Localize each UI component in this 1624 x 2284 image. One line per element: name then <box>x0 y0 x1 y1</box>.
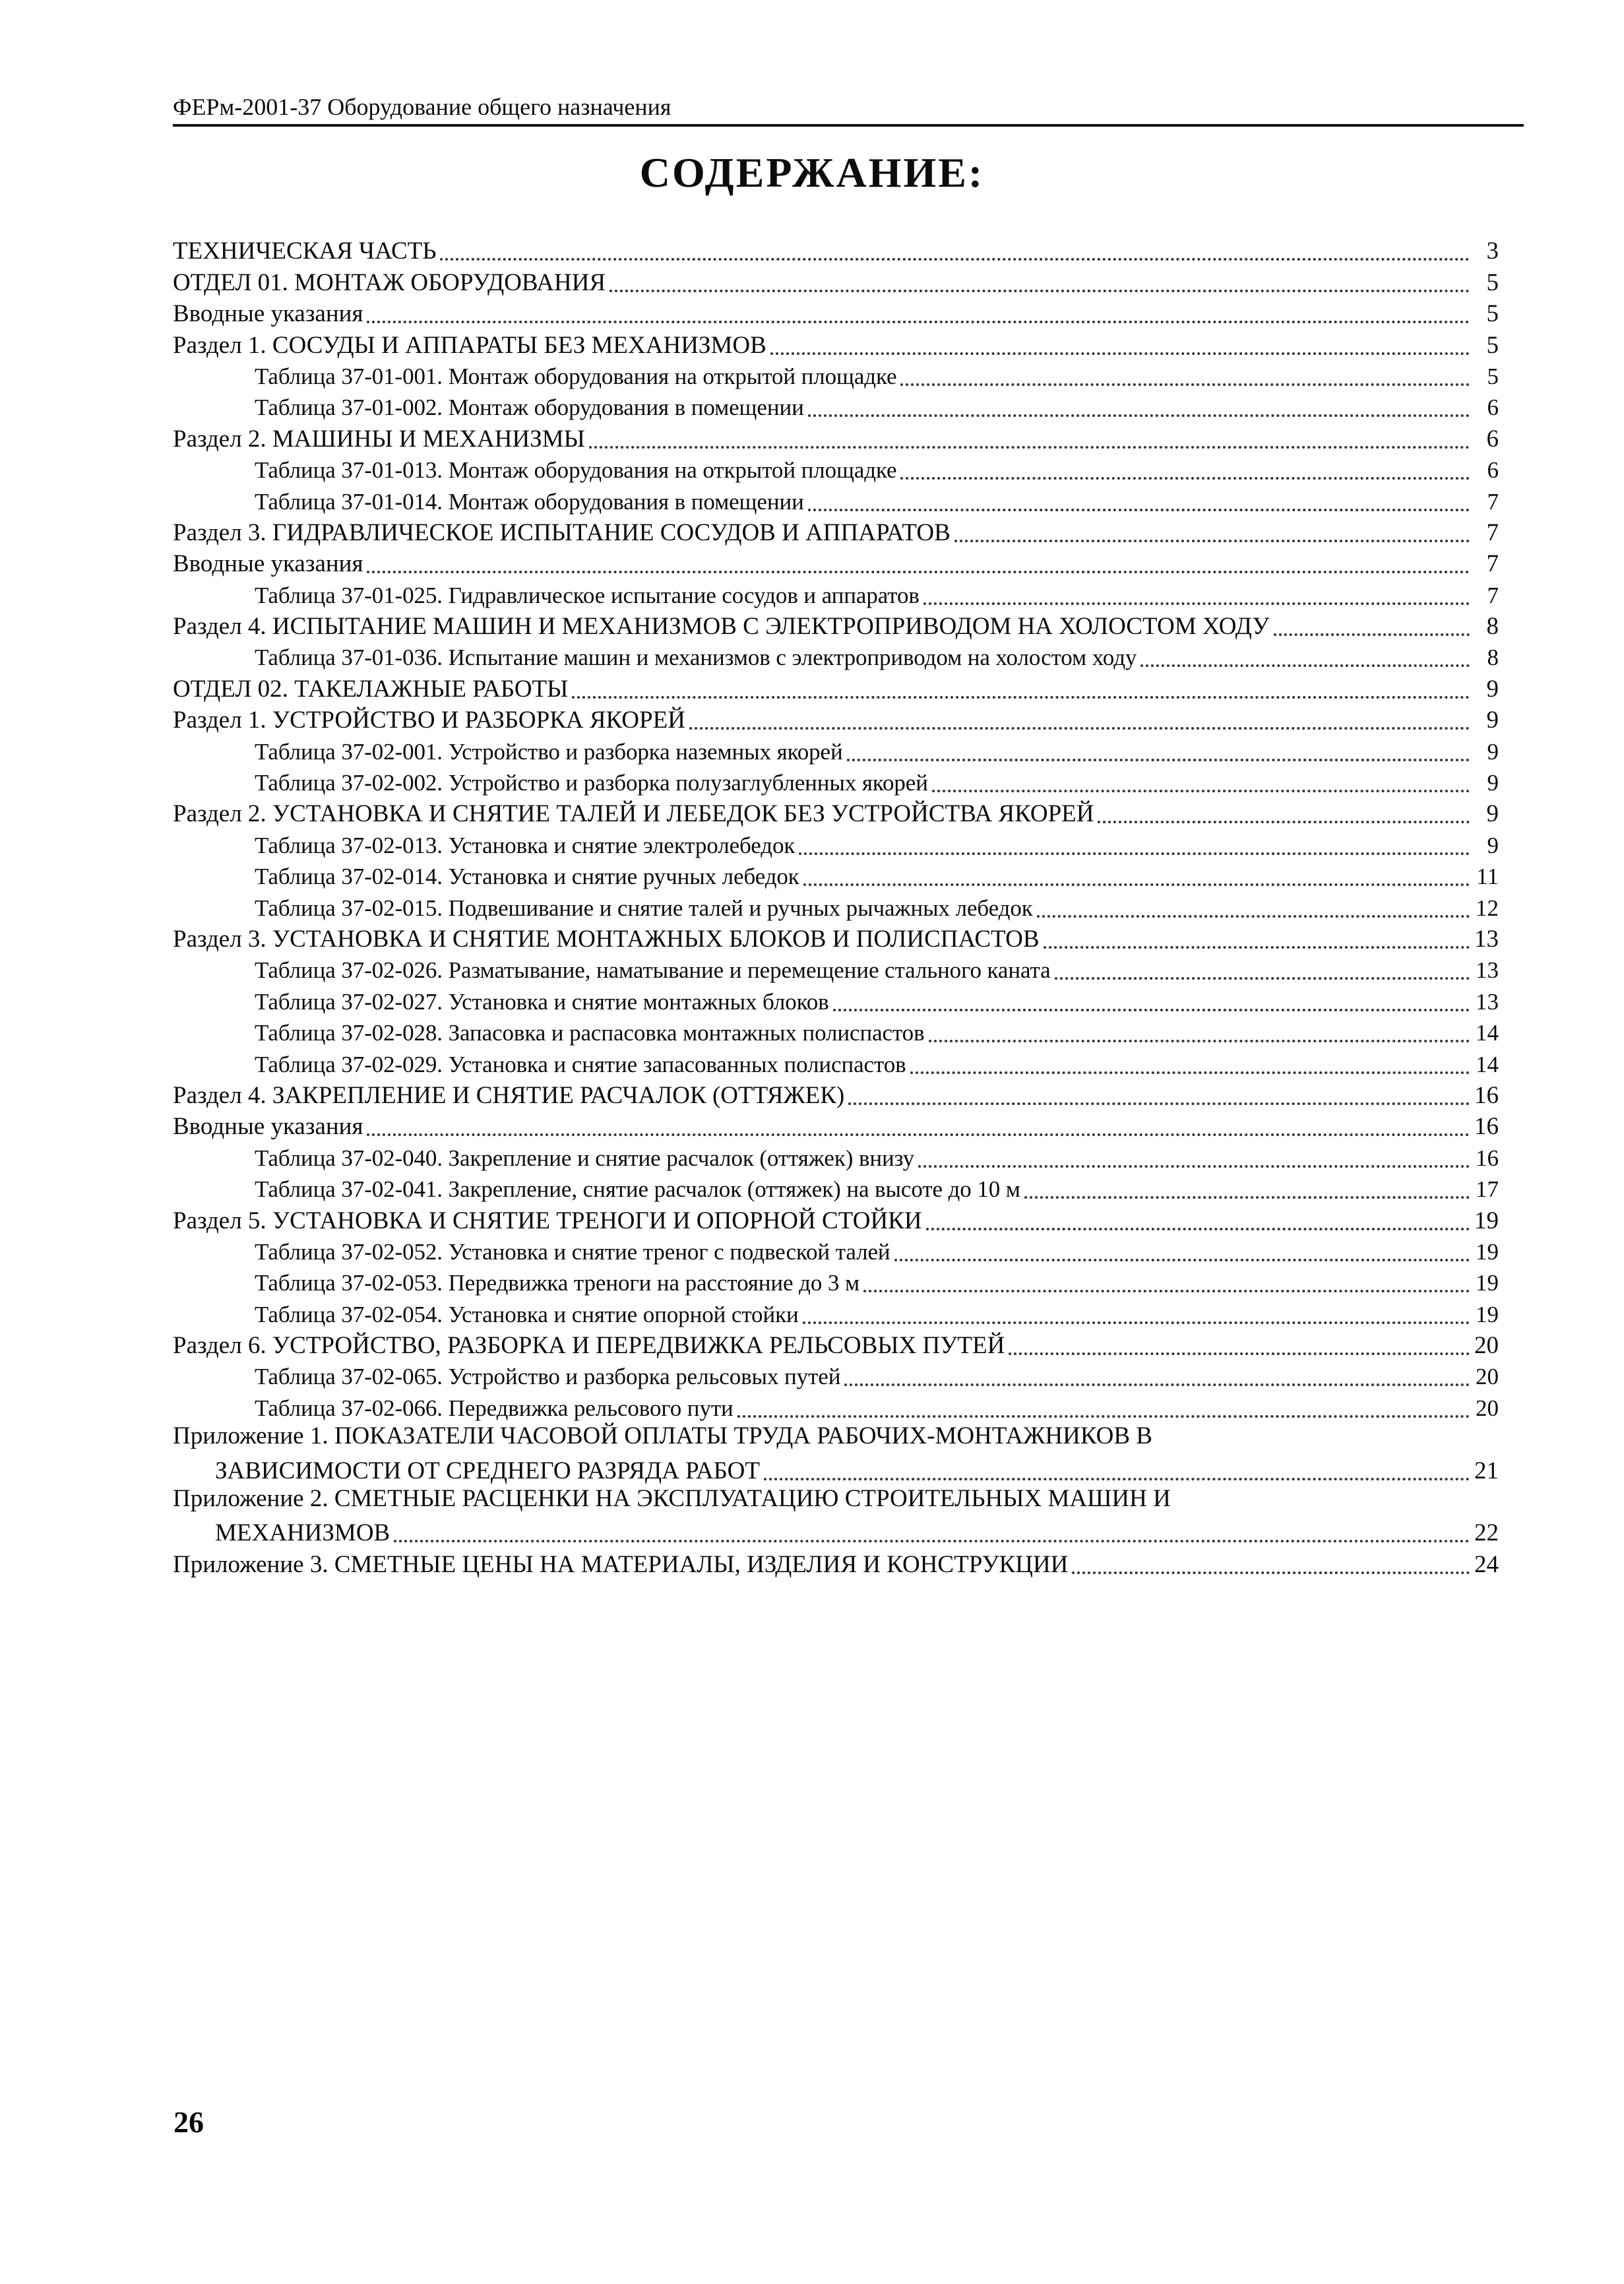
toc-entry-title: Вводные указания <box>173 550 363 578</box>
toc-entry[interactable] <box>173 734 1499 765</box>
dot-leader <box>848 1102 1470 1105</box>
dot-leader <box>1044 946 1470 949</box>
toc-page-number: 17 <box>1476 1176 1499 1203</box>
toc-page-number: 6 <box>1487 395 1499 421</box>
dot-leader <box>770 352 1470 355</box>
dot-leader <box>900 383 1470 386</box>
toc-entry[interactable] <box>173 641 1499 672</box>
toc-page-number: 9 <box>1487 832 1499 858</box>
appendix-entry[interactable] <box>173 1547 1499 1578</box>
toc-page-number: 7 <box>1487 582 1499 608</box>
dot-leader <box>394 1540 1470 1542</box>
toc-page-number: 19 <box>1474 1207 1499 1234</box>
toc-entry[interactable] <box>173 1329 1499 1360</box>
toc-entry-title: Раздел 6. УСТРОЙСТВО, РАЗБОРКА И ПЕРЕДВИЖКА РЕЛЬСОВЫХ ПУТЕЙ <box>173 1332 1005 1360</box>
table-of-contents <box>173 234 1499 1579</box>
toc-entry-title: ЗАВИСИМОСТИ ОТ СРЕДНЕГО РАЗРЯДА РАБОТ <box>215 1457 760 1484</box>
toc-entry[interactable] <box>173 1172 1499 1203</box>
toc-entry-title: Таблица 37-02-066. Передвижка рельсового пути <box>255 1395 734 1421</box>
toc-page-number: 9 <box>1487 770 1499 796</box>
toc-entry[interactable] <box>173 610 1499 641</box>
toc-entry-title: Таблица 37-01-036. Испытание машин и механизмов с электроприводом на холостом ходу <box>255 645 1137 671</box>
toc-page-number: 24 <box>1474 1550 1499 1578</box>
toc-entry-title: Таблица 37-02-026. Разматывание, наматывание и перемещение стального каната <box>255 957 1051 984</box>
toc-entry-title: Таблица 37-02-014. Установка и снятие ручных лебедок <box>255 864 799 890</box>
toc-page-number: 20 <box>1476 1364 1499 1390</box>
toc-entry-title: Вводные указания <box>173 300 363 328</box>
toc-entry[interactable] <box>173 1203 1499 1234</box>
toc-entry-title: Таблица 37-02-041. Закрепление, снятие расчалок (оттяжек) на высоте до 10 м <box>255 1176 1020 1203</box>
toc-entry[interactable] <box>173 234 1499 265</box>
dot-leader <box>923 602 1470 605</box>
toc-entry-title: ОТДЕЛ 01. МОНТАЖ ОБОРУДОВАНИЯ <box>173 269 606 296</box>
toc-entry-title: Раздел 2. УСТАНОВКА И СНЯТИЕ ТАЛЕЙ И ЛЕБЕДОК БЕЗ УСТРОЙСТВА ЯКОРЕЙ <box>173 800 1094 828</box>
toc-entry-title: МЕХАНИЗМОВ <box>215 1519 390 1547</box>
toc-entry[interactable] <box>173 891 1499 922</box>
toc-entry[interactable] <box>173 828 1499 859</box>
dot-leader <box>926 1228 1470 1230</box>
toc-page-number: 19 <box>1476 1301 1499 1327</box>
dot-leader <box>440 258 1470 261</box>
dot-leader <box>932 790 1470 792</box>
toc-entry[interactable] <box>173 422 1499 453</box>
dot-leader <box>844 1383 1470 1386</box>
dot-leader <box>1037 915 1470 918</box>
toc-page-number: 9 <box>1486 675 1499 703</box>
toc-entry[interactable] <box>173 953 1499 984</box>
dot-leader <box>808 509 1470 511</box>
toc-entry-title: Раздел 1. УСТРОЙСТВО И РАЗБОРКА ЯКОРЕЙ <box>173 707 685 734</box>
dot-leader <box>609 290 1470 292</box>
toc-entry-title: Таблица 37-02-013. Установка и снятие электролебедок <box>255 832 796 858</box>
dot-leader <box>367 571 1470 573</box>
toc-entry-title: Таблица 37-02-015. Подвешивание и снятие талей и ручных рычажных лебедок <box>255 895 1033 921</box>
dot-leader <box>954 540 1470 542</box>
dot-leader <box>833 1009 1470 1011</box>
dot-leader <box>799 852 1470 855</box>
toc-entry[interactable] <box>173 1016 1499 1047</box>
toc-entry-title: Раздел 5. УСТАНОВКА И СНЯТИЕ ТРЕНОГИ И ОПОРНОЙ СТОЙКИ <box>173 1207 922 1234</box>
toc-page-number: 5 <box>1486 300 1499 328</box>
dot-leader <box>367 321 1470 323</box>
toc-entry-title: Таблица 37-01-002. Монтаж оборудования в помещении <box>255 395 804 421</box>
dot-leader <box>367 1133 1470 1136</box>
toc-entry-title: Раздел 4. ИСПЫТАНИЕ МАШИН И МЕХАНИЗМОВ С ЭЛЕКТРОПРИВОДОМ НА ХОЛОСТОМ ХОДУ <box>173 613 1270 641</box>
dot-leader <box>689 727 1470 730</box>
appendix-entry[interactable] <box>173 1516 1499 1547</box>
toc-entry[interactable] <box>173 1141 1499 1172</box>
toc-entry[interactable] <box>173 1266 1499 1297</box>
dot-leader <box>1009 1352 1470 1355</box>
toc-entry-title: Таблица 37-02-054. Установка и снятие опорной стойки <box>255 1301 799 1327</box>
dot-leader <box>1274 633 1470 636</box>
toc-entry[interactable] <box>173 297 1499 328</box>
dot-leader <box>863 1290 1470 1292</box>
toc-page-number: 13 <box>1476 988 1499 1015</box>
toc-page-number: 19 <box>1476 1238 1499 1265</box>
toc-entry-title: ОТДЕЛ 02. ТАКЕЛАЖНЫЕ РАБОТЫ <box>173 675 569 703</box>
running-title: ФЕРм-2001-37 Оборудование общего назначения <box>173 94 671 120</box>
dot-leader <box>1055 977 1470 980</box>
toc-entry[interactable] <box>173 922 1499 953</box>
running-header <box>173 91 1524 127</box>
toc-entry[interactable] <box>173 328 1499 359</box>
toc-entry-title: Таблица 37-02-029. Установка и снятие запасованных полиспастов <box>255 1051 906 1077</box>
toc-entry[interactable] <box>173 1235 1499 1266</box>
dot-leader <box>1098 821 1470 823</box>
toc-entry[interactable] <box>173 265 1499 296</box>
toc-entry-title: Таблица 37-02-040. Закрепление и снятие расчалок (оттяжек) внизу <box>255 1145 915 1171</box>
toc-page-number: 12 <box>1476 895 1499 921</box>
dot-leader <box>764 1478 1470 1480</box>
toc-entry-title: Таблица 37-01-001. Монтаж оборудования на открытой площадке <box>255 363 897 389</box>
toc-entry-title: Раздел 3. ГИДРАВЛИЧЕСКОЕ ИСПЫТАНИЕ СОСУДОВ И АППАРАТОВ <box>173 519 951 546</box>
toc-page-number: 9 <box>1486 707 1499 734</box>
toc-entry-title: ТЕХНИЧЕСКАЯ ЧАСТЬ <box>173 238 437 265</box>
toc-page-number: 20 <box>1474 1332 1499 1360</box>
toc-page-number: 5 <box>1486 269 1499 296</box>
toc-page-number: 7 <box>1486 550 1499 578</box>
toc-page-number: 8 <box>1486 613 1499 641</box>
toc-entry-title: Таблица 37-02-027. Установка и снятие монтажных блоков <box>255 988 829 1015</box>
toc-page-number: 9 <box>1487 738 1499 765</box>
toc-entry-title: Раздел 1. СОСУДЫ И АППАРАТЫ БЕЗ МЕХАНИЗМОВ <box>173 331 766 359</box>
dot-leader <box>803 883 1470 886</box>
toc-page-number: 3 <box>1486 238 1499 265</box>
toc-entry-title: Раздел 2. МАШИНЫ И МЕХАНИЗМЫ <box>173 425 585 453</box>
toc-entry[interactable] <box>173 672 1499 703</box>
toc-entry[interactable] <box>173 766 1499 797</box>
page-number: 26 <box>173 2105 204 2139</box>
toc-entry-title: Раздел 3. УСТАНОВКА И СНЯТИЕ МОНТАЖНЫХ БЛОКОВ И ПОЛИСПАСТОВ <box>173 925 1040 953</box>
toc-entry[interactable] <box>173 1047 1499 1078</box>
toc-page-number: 14 <box>1476 1051 1499 1077</box>
dot-leader <box>894 1259 1470 1261</box>
dot-leader <box>737 1415 1470 1418</box>
toc-entry[interactable] <box>173 1297 1499 1328</box>
toc-page-number: 19 <box>1476 1270 1499 1296</box>
toc-page-number: 14 <box>1476 1020 1499 1046</box>
dot-leader <box>910 1071 1470 1074</box>
appendix-entry[interactable] <box>173 1453 1499 1484</box>
appendix-title: Приложение 1. ПОКАЗАТЕЛИ ЧАСОВОЙ ОПЛАТЫ ТРУДА РАБОЧИХ-МОНТАЖНИКОВ В <box>173 1422 1152 1449</box>
dot-leader <box>803 1321 1470 1324</box>
toc-page-number: 7 <box>1486 519 1499 546</box>
dot-leader <box>808 414 1470 417</box>
toc-entry[interactable] <box>173 1360 1499 1391</box>
toc-entry-title: Таблица 37-01-013. Монтаж оборудования на открытой площадке <box>255 457 897 484</box>
toc-entry-title: Таблица 37-02-065. Устройство и разборка рельсовых путей <box>255 1364 841 1390</box>
toc-entry-title: Раздел 4. ЗАКРЕПЛЕНИЕ И СНЯТИЕ РАСЧАЛОК (ОТТЯЖЕК) <box>173 1081 845 1109</box>
toc-entry-title: Приложение 3. СМЕТНЫЕ ЦЕНЫ НА МАТЕРИАЛЫ, ИЗДЕЛИЯ И КОНСТРУКЦИИ <box>173 1550 1069 1578</box>
toc-page-number: 13 <box>1476 957 1499 984</box>
toc-page-number: 5 <box>1486 331 1499 359</box>
page-title: СОДЕРЖАНИЕ: <box>639 149 985 196</box>
toc-page-number: 8 <box>1487 645 1499 671</box>
toc-entry-title: Таблица 37-01-014. Монтаж оборудования в помещении <box>255 488 804 515</box>
toc-entry[interactable] <box>173 1391 1499 1422</box>
toc-entry-title: Таблица 37-02-001. Устройство и разборка наземных якорей <box>255 738 843 765</box>
toc-entry-title: Таблица 37-01-025. Гидравлическое испытание сосудов и аппаратов <box>255 582 920 608</box>
toc-page-number: 11 <box>1476 864 1499 890</box>
toc-entry[interactable] <box>173 484 1499 515</box>
dot-leader <box>900 477 1470 480</box>
toc-entry[interactable] <box>173 860 1499 891</box>
toc-page-number: 16 <box>1476 1145 1499 1171</box>
toc-entry-title: Вводные указания <box>173 1113 363 1141</box>
toc-entry[interactable] <box>173 547 1499 578</box>
toc-page-number: 7 <box>1487 488 1499 515</box>
toc-entry[interactable] <box>173 703 1499 734</box>
dot-leader <box>918 1165 1470 1168</box>
appendix-title-line <box>173 1485 1499 1516</box>
toc-page-number: 22 <box>1474 1519 1499 1547</box>
dot-leader <box>1024 1196 1470 1199</box>
dot-leader <box>847 759 1470 761</box>
toc-entry[interactable] <box>173 578 1499 609</box>
toc-page-number: 6 <box>1486 425 1499 453</box>
toc-page-number: 6 <box>1487 457 1499 484</box>
toc-entry[interactable] <box>173 360 1499 391</box>
dot-leader <box>1140 664 1470 667</box>
toc-entry-title: Таблица 37-02-028. Запасовка и распасовка монтажных полиспастов <box>255 1020 925 1046</box>
appendix-title-line <box>173 1422 1499 1453</box>
appendix-title: Приложение 2. СМЕТНЫЕ РАСЦЕНКИ НА ЭКСПЛУАТАЦИЮ СТРОИТЕЛЬНЫХ МАШИН И <box>173 1484 1171 1512</box>
dot-leader <box>1072 1571 1470 1574</box>
toc-entry[interactable] <box>173 984 1499 1015</box>
dot-leader <box>572 696 1470 699</box>
toc-page-number: 21 <box>1474 1457 1499 1484</box>
toc-entry-title: Таблица 37-02-002. Устройство и разборка полузаглубленных якорей <box>255 770 928 796</box>
toc-page-number: 16 <box>1474 1113 1499 1141</box>
toc-page-number: 5 <box>1487 363 1499 389</box>
toc-entry-title: Таблица 37-02-052. Установка и снятие треног с подвеской талей <box>255 1238 890 1265</box>
toc-entry[interactable] <box>173 453 1499 484</box>
toc-entry[interactable] <box>173 516 1499 547</box>
dot-leader <box>589 446 1470 449</box>
toc-entry[interactable] <box>173 1110 1499 1141</box>
toc-entry[interactable] <box>173 391 1499 422</box>
toc-entry[interactable] <box>173 797 1499 828</box>
toc-entry-title: Таблица 37-02-053. Передвижка треноги на расстояние до 3 м <box>255 1270 860 1296</box>
toc-page-number: 20 <box>1476 1395 1499 1421</box>
toc-page-number: 13 <box>1474 925 1499 953</box>
toc-page-number: 16 <box>1474 1081 1499 1109</box>
toc-page-number: 9 <box>1486 800 1499 828</box>
dot-leader <box>929 1040 1470 1042</box>
toc-entry[interactable] <box>173 1079 1499 1110</box>
